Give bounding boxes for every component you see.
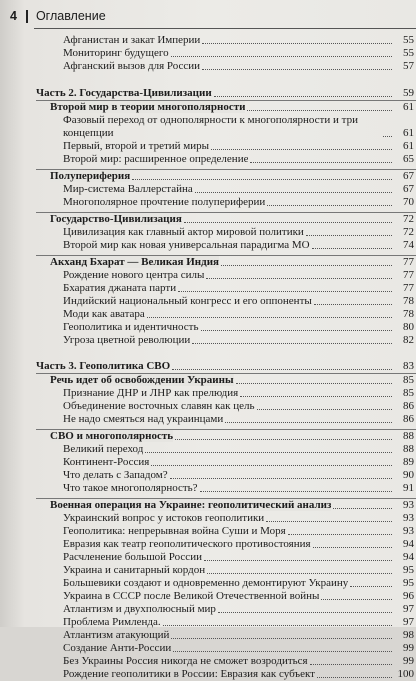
toc-entry: Украина в СССР после Великой Отечественной войны 96 xyxy=(63,590,414,602)
toc-entry: Второй мир: расширенное определение 65 xyxy=(63,153,414,165)
header-separator xyxy=(26,10,28,23)
toc-section-heading: Государство-Цивилизация 72 xyxy=(50,213,414,225)
toc-entry: Афганистан и закат Империи 55 xyxy=(63,34,414,46)
toc-entry: Мониторинг будущего 55 xyxy=(63,47,414,59)
toc-section-heading: Речь идет об освобождении Украины 85 xyxy=(50,374,414,386)
toc-entry: Создание Анти-России 99 xyxy=(63,642,414,654)
toc-entry: Объединение восточных славян как цель 86 xyxy=(63,400,414,412)
toc-entry: Угроза цветной революции 82 xyxy=(63,334,414,346)
toc-entry: Моди как аватара 78 xyxy=(63,308,414,320)
toc-entry: Рождение геополитики в России: Евразия как субъект 100 xyxy=(63,668,414,680)
toc-part-heading: Часть 3. Геополитика СВО 83 xyxy=(36,360,414,372)
toc-entry: Фазовый переход от однополярности к многополярности и три концепции 61 xyxy=(63,114,414,139)
toc-entry: Геополитика: непрерывная война Суши и Моря 93 xyxy=(63,525,414,537)
toc-entry: Атлантизм и двухполюсный мир 97 xyxy=(63,603,414,615)
toc-part-heading: Часть 2. Государства-Цивилизации 59 xyxy=(36,87,414,99)
toc-entry: Цивилизация как главный актор мировой политики 72 xyxy=(63,226,414,238)
toc-entry: Без Украины Россия никогда не сможет возродиться 99 xyxy=(63,655,414,667)
table-of-contents xyxy=(0,34,416,681)
toc-entry: Континент-Россия 89 xyxy=(63,456,414,468)
toc-entry: Индийский национальный конгресс и его оппоненты 78 xyxy=(63,295,414,307)
toc-entry: Не надо смеяться над украинцами 86 xyxy=(63,413,414,425)
toc-entry: Украинский вопрос у истоков геополитики 93 xyxy=(63,512,414,524)
toc-entry: Что делать с Западом? 90 xyxy=(63,469,414,481)
toc-entry: Геополитика и идентичность 80 xyxy=(63,321,414,333)
toc-entry: Большевики создают и одновременно демонтируют Украину 95 xyxy=(63,577,414,589)
toc-entry: Украина и санитарный кордон 95 xyxy=(63,564,414,576)
toc-entry: Бхаратия джаната парти 77 xyxy=(63,282,414,294)
toc-entry: Атлантизм атакующий 98 xyxy=(63,629,414,641)
header-rule xyxy=(34,28,416,29)
toc-section-heading: Акханд Бхарат — Великая Индия 77 xyxy=(50,256,414,268)
toc-section-heading: СВО и многополярность 88 xyxy=(50,430,414,442)
page-header xyxy=(10,6,416,26)
toc-entry: Второй мир как новая универсальная парадигма МО 74 xyxy=(63,239,414,251)
toc-section-heading: Второй мир в теории многополярности 61 xyxy=(50,101,414,113)
toc-entry: Признание ДНР и ЛНР как прелюдия 85 xyxy=(63,387,414,399)
running-title: Оглавление xyxy=(35,9,106,23)
toc-entry: Мир-система Валлерстайна 67 xyxy=(63,183,414,195)
page-number: 4 xyxy=(10,9,17,23)
toc-entry: Расчленение большой России 94 xyxy=(63,551,414,563)
toc-entry: Афганский вызов для России 57 xyxy=(63,60,414,72)
toc-entry: Многополярное прочтение полупериферии 70 xyxy=(63,196,414,208)
toc-entry: Евразия как театр геополитического противостояния 94 xyxy=(63,538,414,550)
toc-entry: Великий переход 88 xyxy=(63,443,414,455)
toc-entry: Первый, второй и третий миры 61 xyxy=(63,140,414,152)
toc-entry: Что такое многополярность? 91 xyxy=(63,482,414,494)
toc-section-heading: Военная операция на Украине: геополитический анализ 93 xyxy=(50,499,414,511)
toc-entry: Рождение нового центра силы 77 xyxy=(63,269,414,281)
toc-entry: Проблема Римленда. 97 xyxy=(63,616,414,628)
toc-section-heading: Полупериферия 67 xyxy=(50,170,414,182)
